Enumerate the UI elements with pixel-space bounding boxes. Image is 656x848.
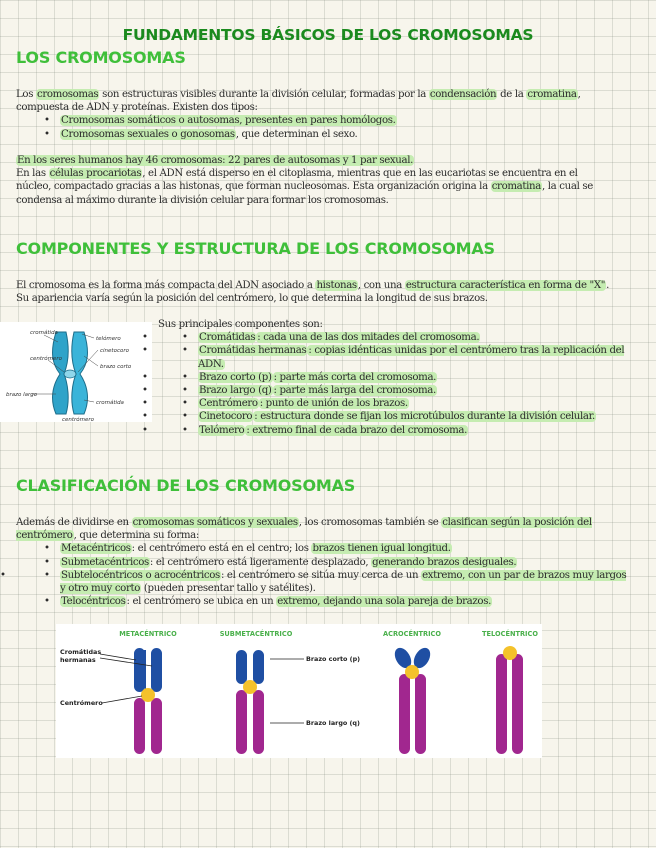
page-title: FUNDAMENTOS BÁSICOS DE LOS CROMOSOMAS bbox=[122, 26, 534, 44]
list-item: • • Telómero : extremo final de cada brazo del cromosoma. bbox=[158, 424, 628, 437]
section1-type-list bbox=[16, 114, 636, 140]
highlight: : extremo final de cada brazo del cromosoma. bbox=[246, 424, 468, 436]
text: : el centrómero se ubica en un bbox=[126, 596, 277, 608]
list-item: • • Centrómero : punto de unión de los brazos. bbox=[158, 397, 628, 410]
highlight: Telómero bbox=[199, 424, 245, 436]
highlight: Brazo largo (q) bbox=[199, 385, 272, 397]
section-heading-componentes: COMPONENTES Y ESTRUCTURA DE LOS CROMOSOMAS bbox=[16, 239, 495, 258]
list-item bbox=[60, 128, 636, 141]
section1-paragraph-3 bbox=[16, 167, 606, 207]
text: , el ADN está disperso en el citoplasma, mientras que en las eucariotas se encuentra en el núcleo, compactado gracias a las histonas, que forman nucleosomas. Esta organización origina la bbox=[16, 168, 578, 193]
section1-paragraph-2 bbox=[16, 154, 606, 167]
highlight: Cromátidas bbox=[199, 332, 256, 344]
highlight: cromosomas bbox=[36, 89, 99, 100]
section1-paragraph-1 bbox=[16, 88, 636, 114]
label-telocentrico: TELOCÉNTRICO bbox=[482, 630, 538, 638]
chromosome-types-diagram bbox=[56, 624, 542, 758]
components-intro: Sus principales componentes son: bbox=[158, 319, 323, 330]
label-cromatidas: Cromátidas bbox=[60, 648, 102, 656]
text: de la bbox=[497, 89, 527, 100]
highlight: : punto de unión de los brazos. bbox=[259, 398, 408, 410]
label-centromero-type: Centrómero bbox=[60, 699, 103, 707]
list-item bbox=[60, 114, 636, 127]
list-item bbox=[60, 595, 628, 608]
text: : el centrómero está en el centro; los bbox=[131, 543, 312, 555]
section2-components bbox=[158, 318, 628, 437]
section3-body bbox=[16, 516, 628, 608]
highlight: Cinetocoro bbox=[199, 411, 253, 423]
highlight: Metacéntricos bbox=[61, 543, 131, 555]
highlight: : parte más larga del cromosoma. bbox=[273, 385, 436, 397]
highlight: Cromosomas somáticos o autosomas, presentes en pares homólogos. bbox=[61, 115, 396, 127]
highlight: : cada una de las dos mitades del cromosoma. bbox=[257, 332, 480, 344]
chromosome-structure-diagram bbox=[0, 322, 152, 422]
list-item: • • Cromátidas hermanas : copias idénticas unidas por el centrómero tras la replicación del ADN. bbox=[158, 344, 628, 370]
text: . Su apariencia varía según la posición del centrómero, lo que determina la longitud de sus brazos. bbox=[16, 280, 609, 305]
label-metacentrico: METACÉNTRICO bbox=[119, 630, 177, 638]
highlight: cromatina bbox=[491, 181, 541, 193]
highlight: estructura característica en forma de "X" bbox=[405, 280, 606, 291]
label-brazo-corto: brazo corto bbox=[100, 364, 132, 370]
highlight: : parte más corta del cromosoma. bbox=[273, 371, 437, 383]
section1-body-2 bbox=[16, 154, 606, 207]
section1-body bbox=[16, 88, 636, 141]
label-centromero-2: centrómero bbox=[62, 417, 95, 422]
highlight: Brazo corto (p) bbox=[199, 371, 272, 383]
highlight: células procariotas bbox=[49, 168, 142, 180]
classification-list bbox=[16, 542, 628, 608]
list-item: • • Brazo largo (q) : parte más larga del cromosoma. bbox=[158, 384, 628, 397]
label-cromatida-2: cromátida bbox=[96, 400, 124, 406]
section-heading-clasificacion: CLASIFICACIÓN DE LOS CROMOSOMAS bbox=[16, 476, 356, 495]
text: Los bbox=[16, 89, 36, 100]
label-acrocentrico: ACROCÉNTRICO bbox=[383, 630, 441, 638]
list-item: • • Subtelocéntricos o acrocéntricos: el centrómero se sitúa muy cerca de un extremo, con un par de brazos muy largos y otro muy corto (pueden presentar tallo y satélites). bbox=[16, 569, 628, 595]
label-submetacentrico: SUBMETACÉNTRICO bbox=[219, 630, 293, 638]
highlight: Telocéntricos bbox=[61, 596, 126, 608]
highlight: condensación bbox=[429, 89, 497, 100]
list-item: • • Cromátidas : cada una de las dos mitades del cromosoma. bbox=[158, 331, 628, 344]
highlight: Subtelocéntricos o acrocéntricos bbox=[61, 569, 220, 581]
section3-paragraph-1 bbox=[16, 516, 628, 542]
label-cinetocoro: cinetocoro bbox=[100, 348, 129, 354]
highlight: extremo, dejando una sola pareja de brazos. bbox=[277, 596, 491, 608]
section2-paragraph-1 bbox=[16, 279, 624, 305]
highlight: En los seres humanos hay 46 cromosomas: 22 pares de autosomas y 1 par sexual. bbox=[17, 155, 414, 166]
text: son estructuras visibles durante la división celular, formadas por la bbox=[99, 89, 429, 100]
text: En las bbox=[16, 168, 49, 180]
highlight: clasifican según la posición del centrómero bbox=[16, 517, 592, 542]
label-centromero: centrómero bbox=[30, 356, 63, 362]
text: El cromosoma es la forma más compacta del ADN asociado a bbox=[16, 280, 316, 291]
highlight: cromosomas somáticos y sexuales bbox=[132, 517, 298, 528]
text: (pueden presentar tallo y satélites). bbox=[141, 583, 316, 595]
text: : el centrómero se sitúa muy cerca de un bbox=[220, 569, 422, 581]
highlight: Cromosomas sexuales o gonosomas bbox=[61, 128, 235, 140]
text: , que determina su forma: bbox=[73, 530, 199, 542]
highlight: : estructura donde se fijan los microtúbulos durante la división celular. bbox=[254, 411, 595, 423]
highlight: histonas bbox=[316, 280, 357, 291]
highlight: Cromátidas hermanas bbox=[199, 345, 307, 357]
label-cromatida: cromátida bbox=[30, 330, 58, 336]
text: , compuesta de ADN y proteínas. Existen dos tipos: bbox=[16, 89, 581, 114]
highlight: generando brazos desiguales. bbox=[372, 556, 517, 568]
text: : el centrómero está ligeramente desplazado, bbox=[149, 556, 372, 568]
list-item: • • Cinetocoro : estructura donde se fijan los microtúbulos durante la división celular. bbox=[158, 410, 628, 423]
highlight: brazos tienen igual longitud. bbox=[312, 543, 451, 555]
highlight: cromatina bbox=[527, 89, 577, 100]
label-hermanas: hermanas bbox=[60, 656, 96, 664]
highlight: extremo, con un par de brazos muy largos y otro muy corto bbox=[60, 569, 627, 595]
highlight: Centrómero bbox=[199, 398, 258, 410]
text: , los cromosomas también se bbox=[298, 517, 442, 528]
text: , con una bbox=[357, 280, 405, 291]
highlight: Submetacéntricos bbox=[61, 556, 149, 568]
list-item bbox=[60, 556, 628, 569]
label-brazo-largo-type: Brazo largo (q) bbox=[306, 719, 360, 727]
components-list bbox=[158, 331, 628, 437]
label-telomero: telómero bbox=[96, 336, 121, 342]
text: Además de dividirse en bbox=[16, 517, 132, 528]
list-item bbox=[60, 542, 628, 555]
text: , la cual se condensa al máximo durante la división celular para formar los cromosomas. bbox=[16, 181, 593, 206]
section2-intro bbox=[16, 279, 624, 305]
label-brazo-largo: brazo largo bbox=[6, 392, 38, 398]
section-heading-cromosomas: LOS CROMOSOMAS bbox=[16, 48, 186, 67]
label-brazo-corto-type: Brazo corto (p) bbox=[306, 655, 361, 663]
text: , que determinan el sexo. bbox=[235, 128, 358, 140]
highlight: : copias idénticas unidas por el centrómero tras la replicación del ADN. bbox=[198, 345, 625, 370]
list-item: • • Brazo corto (p) : parte más corta del cromosoma. bbox=[158, 371, 628, 384]
